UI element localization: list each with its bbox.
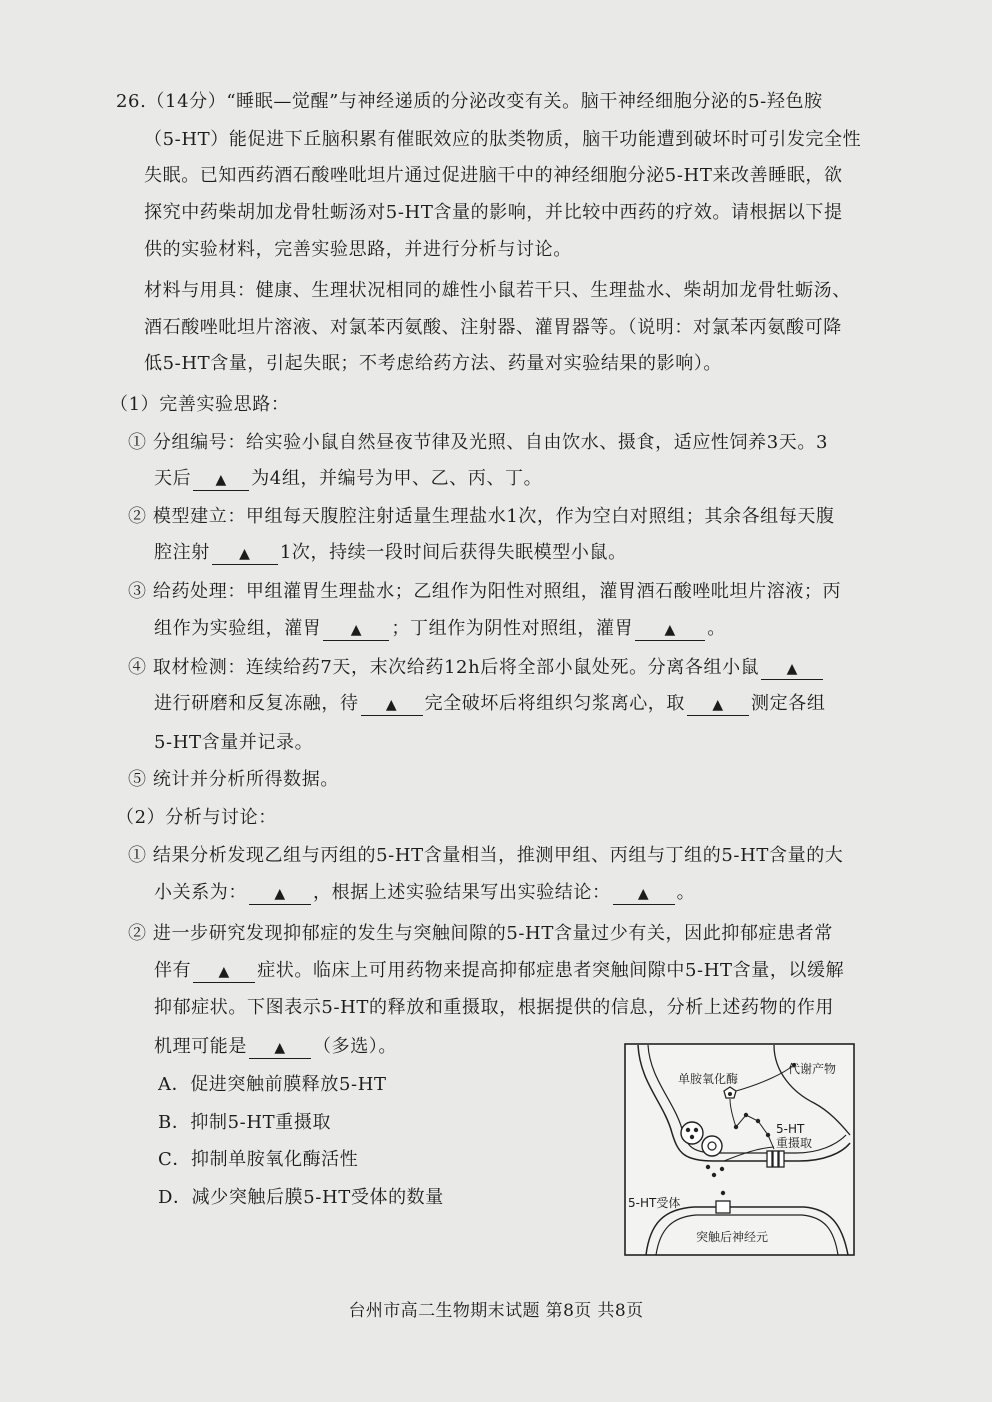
synapse-diagram — [624, 1043, 855, 1256]
q1-line-2 — [154, 881, 695, 905]
question-intro-line-4: 探究中药柴胡加龙骨牡蛎汤对5-HT含量的影响，并比较中西药的疗效。请根据以下提 — [144, 202, 843, 223]
question-intro-line-5: 供的实验材料，完善实验思路，并进行分析与讨论。 — [144, 239, 572, 260]
q1-text-a: 小关系为： — [154, 882, 247, 903]
materials-line-1: 材料与用具：健康、生理状况相同的雄性小鼠若干只、生理盐水、柴胡加龙骨牡蛎汤、 — [144, 280, 851, 301]
step2-text-b: 1次，持续一段时间后获得失眠模型小鼠。 — [279, 542, 627, 563]
step4-line-2 — [154, 692, 825, 716]
question-intro-line-2: （5-HT）能促进下丘脑积累有催眠效应的肽类物质，脑干功能遭到破坏时可引发完全性 — [144, 129, 862, 150]
answer-blank[interactable] — [687, 694, 749, 716]
blank-mark: ▲ — [637, 886, 650, 902]
blank-mark: ▲ — [239, 546, 251, 562]
synapse-svg — [624, 1043, 855, 1256]
label-receptor: 5-HT受体 — [628, 1196, 681, 1210]
option-b[interactable]: B．抑制5-HT重摄取 — [158, 1112, 332, 1133]
option-d[interactable]: D．减少突触后膜5-HT受体的数量 — [158, 1187, 444, 1208]
blank-mark: ▲ — [215, 472, 227, 488]
blank-mark: ▲ — [218, 964, 230, 980]
step3-text-b: ；丁组作为阴性对照组，灌胃 — [391, 618, 634, 639]
answer-blank[interactable] — [613, 883, 675, 905]
materials-line-3: 低5-HT含量，引起失眠；不考虑给药方法、药量对实验结果的影响）。 — [144, 353, 723, 374]
answer-blank[interactable] — [249, 883, 311, 905]
mao-dot — [728, 1092, 732, 1096]
reuptake-transporter — [773, 1151, 778, 1167]
q1-line-1: ① 结果分析发现乙组与丙组的5-HT含量相当，推测甲组、丙组与丁组的5-HT含量的大 — [128, 845, 844, 866]
answer-blank[interactable] — [193, 469, 249, 491]
step3-text-c: 。 — [707, 618, 726, 639]
step1-text-a: 天后 — [154, 468, 192, 489]
neurotransmitter-dot — [686, 1128, 690, 1132]
step4-line-1 — [128, 656, 825, 680]
label-reuptake-2: 重摄取 — [776, 1136, 813, 1150]
materials-line-2: 酒石酸唑吡坦片溶液、对氯苯丙氨酸、注射器、灌胃器等。（说明：对氯苯丙氨酸可降 — [144, 317, 842, 338]
blank-mark: ▲ — [664, 622, 676, 638]
released-5ht — [706, 1165, 710, 1169]
5ht-receptor — [716, 1201, 730, 1213]
answer-blank[interactable] — [249, 1037, 311, 1059]
reuptake-transporter — [779, 1151, 784, 1167]
answer-blank[interactable] — [323, 619, 389, 641]
step4-text-b: 进行研磨和反复冻融，待 — [154, 693, 359, 714]
label-mao: 单胺氧化酶 — [678, 1072, 739, 1086]
blank-mark: ▲ — [274, 886, 286, 902]
answer-blank[interactable] — [761, 658, 823, 680]
label-metabolite: 代谢产物 — [788, 1062, 837, 1076]
question-intro-line-3: 失眠。已知西药酒石酸唑吡坦片通过促进脑干中的神经细胞分泌5-HT来改善睡眠，欲 — [144, 165, 843, 186]
q2-line-3: 抑郁症状。下图表示5-HT的释放和重摄取，根据提供的信息，分析上述药物的作用 — [154, 997, 835, 1018]
step2-text-a: 腔注射 — [154, 542, 210, 563]
blank-mark: ▲ — [712, 697, 724, 713]
step1-line-2 — [154, 467, 542, 491]
step4-text-d: 测定各组 — [751, 693, 826, 714]
q2-text-b: 症状。临床上可用药物来提高抑郁症患者突触间隙中5-HT含量，以缓解 — [257, 960, 845, 981]
answer-blank[interactable] — [361, 694, 423, 716]
part1-heading: （1）完善实验思路： — [110, 394, 290, 415]
released-5ht — [720, 1167, 724, 1171]
q2-text-a: 伴有 — [154, 960, 192, 981]
q2-text-c: 机理可能是 — [154, 1036, 247, 1057]
vesicle-core — [708, 1142, 716, 1150]
step3-line-2 — [154, 617, 726, 641]
q2-line-2 — [154, 959, 844, 983]
step4-line-3: 5-HT含量并记录。 — [154, 732, 314, 753]
step2-line-2 — [154, 541, 627, 565]
blank-mark: ▲ — [786, 661, 798, 677]
q1-text-c: 。 — [676, 882, 696, 903]
option-c[interactable]: C．抑制单胺氧化酶活性 — [158, 1149, 359, 1170]
neurotransmitter-dot — [694, 1128, 698, 1132]
step3-text-a: 组作为实验组，灌胃 — [154, 618, 322, 639]
answer-blank[interactable] — [212, 543, 278, 565]
question-intro-line-1: 26.（14分）“睡眠—觉醒”与神经递质的分泌改变有关。脑干神经细胞分泌的5-羟色胺 — [116, 91, 823, 112]
q2-line-1: ② 进一步研究发现抑郁症的发生与突触间隙的5-HT含量过少有关，因此抑郁症患者常 — [128, 923, 833, 944]
label-postsynaptic: 突触后神经元 — [696, 1230, 769, 1244]
released-5ht — [712, 1173, 716, 1177]
vesicle — [681, 1122, 703, 1144]
reuptake-transporter — [767, 1151, 772, 1167]
part2-heading: （2）分析与讨论： — [116, 807, 277, 828]
neurotransmitter-dot — [690, 1135, 694, 1139]
label-reuptake-1: 5-HT — [776, 1122, 805, 1136]
step3-line-1: ③ 给药处理：甲组灌胃生理盐水；乙组作为阳性对照组，灌胃酒石酸唑吡坦片溶液；丙 — [128, 581, 842, 602]
q2-text-d: （多选）。 — [313, 1036, 397, 1057]
step1-line-1: ① 分组编号：给实验小鼠自然昼夜节律及光照、自由饮水、摄食，适应性饲养3天。3 — [128, 432, 829, 453]
step5-line: ⑤ 统计并分析所得数据。 — [128, 769, 339, 790]
blank-mark: ▲ — [274, 1040, 286, 1056]
q1-text-b: ，根据上述实验结果写出实验结论： — [313, 882, 611, 903]
q2-line-4 — [154, 1035, 397, 1059]
blank-mark: ▲ — [350, 622, 363, 638]
answer-blank[interactable] — [193, 961, 255, 983]
page-footer: 台州市高二生物期末试题 第8页 共8页 — [348, 1301, 644, 1321]
option-a[interactable]: A．促进突触前膜释放5-HT — [158, 1074, 387, 1095]
step1-text-b: 为4组，并编号为甲、乙、丙、丁。 — [251, 468, 543, 489]
step4-text-a: ④ 取材检测：连续给药7天，末次给药12h后将全部小鼠处死。分离各组小鼠 — [128, 657, 760, 678]
step4-text-c: 完全破坏后将组织匀浆离心，取 — [424, 693, 686, 714]
blank-mark: ▲ — [385, 697, 398, 713]
bound-5ht — [721, 1191, 725, 1195]
step2-line-1: ② 模型建立：甲组每天腹腔注射适量生理盐水1次，作为空白对照组；其余各组每天腹 — [128, 506, 835, 527]
answer-blank[interactable] — [635, 619, 705, 641]
